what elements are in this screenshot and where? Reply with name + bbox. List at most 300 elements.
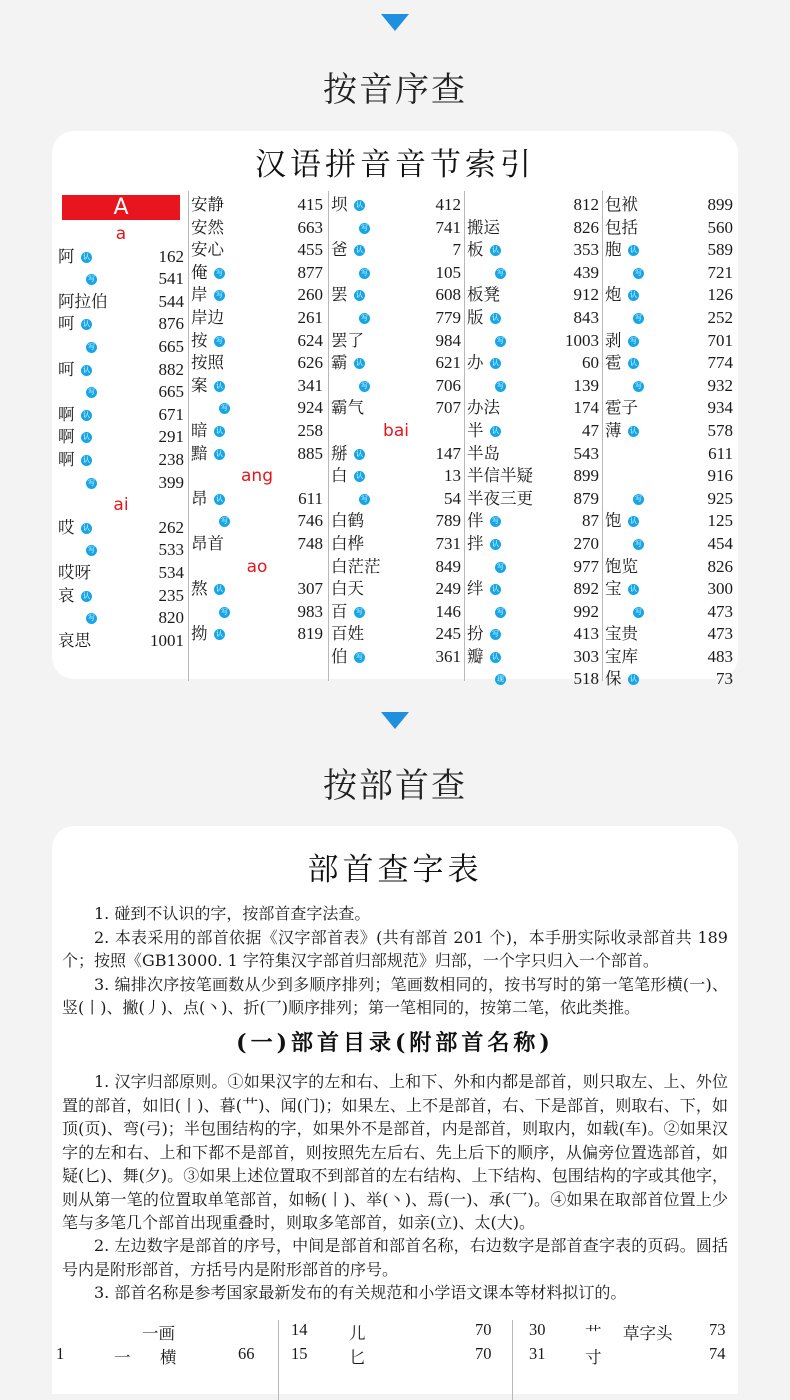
entry-page: 261 [297, 307, 323, 327]
entry-type-badge-icon: 写 [361, 494, 368, 503]
rule-paragraph-2: 2. 左边数字是部首的序号，中间是部首和部首名称，右边数字是部首查字表的页码。圆括号内是附形部首，方括号内是附形部首的序号。 [62, 1236, 728, 1279]
radical-page: 74 [709, 1344, 726, 1363]
syllable-label: ao [246, 556, 268, 577]
entry-page: 731 [435, 533, 461, 553]
entry-type-badge-icon: 认 [492, 652, 499, 661]
radical-table-column-1 [52, 1320, 278, 1400]
radical-number: 15 [291, 1344, 308, 1363]
entry-page: 779 [435, 307, 461, 327]
index-entry [603, 443, 735, 466]
entry-page: 624 [297, 330, 323, 350]
index-entry [329, 194, 463, 217]
entry-type-badge-icon: 写 [635, 313, 642, 322]
entry-page: 984 [435, 330, 461, 350]
index-entry [329, 443, 463, 466]
index-entry [56, 404, 186, 427]
entry-type-badge-icon: 认 [630, 675, 637, 684]
radical-number: 30 [529, 1320, 546, 1339]
entry-page: 611 [298, 488, 323, 508]
entry-word: 白鹤 [331, 511, 364, 531]
entry-type-badge-icon: 认 [356, 291, 363, 300]
entry-word: 胞 [605, 240, 622, 260]
entry-word: 伴 [467, 511, 484, 531]
entry-word: 霸气 [331, 398, 364, 418]
index-entry [603, 601, 735, 624]
entry-page: 47 [582, 420, 599, 440]
entry-page: 245 [435, 624, 461, 644]
radical-index-card [52, 826, 738, 1394]
entry-page: 879 [573, 488, 599, 508]
index-entry [465, 375, 601, 398]
entry-word: 饱览 [605, 556, 638, 576]
entry-page: 543 [573, 443, 599, 463]
subtitle-radical-catalog: (一)部首目录(附部首名称) [236, 1030, 554, 1056]
index-entry [603, 397, 735, 420]
entry-type-badge-icon: 写 [88, 388, 95, 397]
entry-type-badge-icon: 认 [492, 539, 499, 548]
entry-type-badge-icon: 认 [216, 585, 223, 594]
index-entry [465, 284, 601, 307]
entry-word: 半 [467, 420, 484, 440]
radical-page: 73 [709, 1320, 726, 1339]
entry-type-badge-icon: 写 [497, 381, 504, 390]
letter-heading-bar: A [62, 195, 180, 220]
entry-page: 899 [573, 466, 599, 486]
index-column-2 [188, 191, 325, 681]
radical-page: 70 [475, 1320, 492, 1339]
entry-page: 341 [297, 375, 323, 395]
index-entry [603, 488, 735, 511]
entry-word: 霸 [331, 353, 348, 373]
index-entry [56, 359, 186, 382]
entry-word: 啊 [58, 404, 75, 424]
entry-page: 849 [435, 556, 461, 576]
entry-word: 扮 [467, 624, 484, 644]
entry-word: 雹 [605, 353, 622, 373]
index-entry [465, 668, 601, 691]
entry-page: 746 [297, 511, 323, 531]
entry-page: 146 [435, 601, 461, 621]
entry-type-badge-icon: 写 [497, 268, 504, 277]
index-entry [189, 217, 325, 240]
entry-page: 589 [707, 240, 733, 260]
entry-page: 147 [435, 443, 461, 463]
index-entry [329, 646, 463, 669]
entry-page: 307 [297, 579, 323, 599]
entry-page: 303 [573, 646, 599, 666]
entry-page: 126 [707, 285, 733, 305]
entry-page: 621 [435, 353, 461, 373]
index-entry [603, 533, 735, 556]
entry-page: 741 [435, 217, 461, 237]
index-entry [329, 330, 463, 353]
intro-paragraph-3: 3. 编排次序按笔画数从少到多顺序排列；笔画数相同的，按书写时的第一笔笔形横(一)、竖(丨)、撇(丿)、点(丶)、折(乛)顺序排列；第一笔相同的，按第二笔，依此类推。 [62, 974, 728, 1017]
syllable-label: ai [113, 495, 129, 516]
entry-type-badge-icon: 认 [630, 426, 637, 435]
index-entry [56, 539, 186, 562]
entry-word: 俺 [191, 262, 208, 282]
entry-page: 361 [435, 646, 461, 666]
entry-word: 岸 [191, 285, 208, 305]
entry-type-badge-icon: 写 [221, 404, 228, 413]
index-entry [56, 449, 186, 472]
entry-type-badge-icon: 写 [635, 494, 642, 503]
index-entry [465, 578, 601, 601]
entry-word: 安静 [191, 195, 224, 214]
entry-page: 162 [158, 246, 184, 266]
entry-word: 办法 [467, 398, 500, 418]
entry-page: 291 [158, 427, 184, 447]
entry-type-badge-icon: 认 [356, 246, 363, 255]
entry-page: 252 [707, 307, 733, 327]
entry-page: 925 [707, 488, 733, 508]
entry-page: 877 [297, 262, 323, 282]
index-entry [329, 578, 463, 601]
index-entry [56, 268, 186, 291]
entry-page: 399 [158, 472, 184, 492]
syllable-label: bai [383, 420, 409, 441]
entry-page: 415 [297, 195, 323, 214]
index-entry [189, 533, 325, 556]
entry-type-badge-icon: 认 [630, 359, 637, 368]
entry-word: 拗 [191, 624, 208, 644]
entry-page: 454 [707, 533, 733, 553]
index-entry [603, 194, 735, 217]
index-entry [56, 607, 186, 630]
entry-page: 826 [573, 217, 599, 237]
entry-type-badge-icon: 认 [216, 494, 223, 503]
entry-page: 916 [707, 466, 733, 486]
index-entry [603, 375, 735, 398]
entry-page: 819 [297, 624, 323, 644]
index-entry [329, 397, 463, 420]
entry-word: 半信半疑 [467, 466, 533, 486]
index-entry [603, 307, 735, 330]
index-entry [189, 284, 325, 307]
entry-page: 13 [444, 466, 461, 486]
entry-type-badge-icon: 认 [356, 201, 363, 209]
entry-word: 宝 [605, 579, 622, 599]
entry-word: 包括 [605, 217, 638, 237]
syllable-heading [329, 420, 463, 443]
entry-word: 岸边 [191, 307, 224, 327]
entry-page: 413 [573, 624, 599, 644]
entry-word: 掰 [331, 443, 348, 463]
entry-page: 701 [707, 330, 733, 350]
entry-type-badge-icon: 认 [83, 433, 90, 442]
entry-word: 伯 [331, 646, 348, 666]
index-entry [189, 510, 325, 533]
entry-type-badge-icon: 认 [492, 359, 499, 368]
entry-page: 671 [158, 404, 184, 424]
index-entry [465, 352, 601, 375]
entry-page: 707 [435, 398, 461, 418]
radical-char: 一 [114, 1348, 131, 1367]
entry-page: 885 [297, 443, 323, 463]
entry-word: 阿 [58, 246, 75, 266]
entry-type-badge-icon: 写 [216, 291, 223, 300]
down-arrow-icon [381, 712, 409, 729]
entry-page: 1003 [565, 330, 599, 350]
card-title-radical: 部首查字表 [307, 852, 483, 888]
entry-word: 拌 [467, 533, 484, 553]
entry-type-badge-icon: 写 [221, 607, 228, 616]
entry-word: 爸 [331, 240, 348, 260]
entry-word: 呵 [58, 359, 75, 379]
card-title-pinyin: 汉语拼音音节索引 [255, 147, 535, 183]
entry-page: 60 [582, 353, 599, 373]
entry-word: 绊 [467, 579, 484, 599]
entry-type-badge-icon: 认 [83, 410, 90, 419]
entry-word: 宝贵 [605, 624, 638, 644]
index-entry [603, 420, 735, 443]
radical-number: 14 [291, 1320, 308, 1339]
index-entry [329, 623, 463, 646]
index-entry [329, 352, 463, 375]
entry-type-badge-icon: 认 [83, 591, 90, 600]
entry-word: 坝 [331, 195, 348, 214]
entry-word: 安然 [191, 217, 224, 237]
entry-page: 518 [573, 669, 599, 689]
index-entry [56, 291, 186, 314]
entry-page: 87 [582, 511, 599, 531]
entry-type-badge-icon: 写 [361, 223, 368, 232]
entry-word: 哎 [58, 517, 75, 537]
index-entry [603, 510, 735, 533]
index-entry [189, 623, 325, 646]
entry-word: 昂 [191, 488, 208, 508]
index-entry [329, 375, 463, 398]
entry-type-badge-icon: 写 [356, 607, 363, 616]
intro-paragraph-1: 1. 碰到不认识的字，按部首查字法查。 [94, 904, 371, 923]
entry-word: 哎呀 [58, 562, 91, 582]
index-entry [603, 330, 735, 353]
entry-page: 139 [573, 375, 599, 395]
index-entry [603, 556, 735, 579]
index-entry [603, 668, 735, 691]
syllable-heading [189, 465, 325, 488]
index-entry [329, 284, 463, 307]
entry-word: 雹子 [605, 398, 638, 418]
radical-number: 1 [56, 1344, 65, 1363]
entry-page: 812 [573, 195, 599, 214]
entry-word: 白桦 [331, 533, 364, 553]
entry-type-badge-icon: 认 [216, 426, 223, 435]
index-entry [603, 239, 735, 262]
entry-page: 721 [707, 262, 733, 282]
entry-type-badge-icon: 认 [630, 517, 637, 526]
index-entry [329, 556, 463, 579]
index-entry [56, 426, 186, 449]
index-entry [603, 262, 735, 285]
index-entry [603, 623, 735, 646]
entry-type-badge-icon: 写 [497, 562, 504, 571]
down-arrow-icon [381, 14, 409, 31]
entry-type-badge-icon: 认 [492, 313, 499, 322]
radical-table-column-3 [512, 1320, 739, 1400]
entry-page: 892 [573, 579, 599, 599]
entry-page: 748 [297, 533, 323, 553]
section-title-pinyin: 按音序查 [323, 70, 467, 110]
entry-page: 774 [707, 353, 733, 373]
index-entry [329, 510, 463, 533]
entry-page: 534 [158, 562, 184, 582]
entry-word: 哀 [58, 585, 75, 605]
index-entry [189, 443, 325, 466]
entry-page: 665 [158, 336, 184, 356]
index-entry [603, 578, 735, 601]
index-entry [189, 578, 325, 601]
radical-name: 横 [160, 1348, 177, 1367]
index-column-5 [602, 191, 735, 689]
rule-paragraph-3: 3. 部首名称是参考国家最新发布的有关规范和小学语文课本等材料拟订的。 [94, 1283, 627, 1302]
entry-page: 533 [158, 540, 184, 560]
index-entry [465, 556, 601, 579]
entry-type-badge-icon: 写 [497, 336, 504, 345]
entry-word: 板 [467, 240, 484, 260]
entry-word: 安心 [191, 240, 224, 260]
entry-page: 541 [158, 269, 184, 289]
entry-page: 626 [297, 353, 323, 373]
entry-page: 439 [573, 262, 599, 282]
index-entry [329, 465, 463, 488]
index-entry [329, 239, 463, 262]
entry-page: 706 [435, 375, 461, 395]
entry-type-badge-icon: 认 [83, 455, 90, 464]
entry-type-badge-icon: 现 [497, 675, 504, 684]
entry-page: 826 [707, 556, 733, 576]
entry-page: 105 [435, 262, 461, 282]
index-entry [465, 443, 601, 466]
index-entry [189, 488, 325, 511]
syllable-heading [56, 494, 186, 517]
index-entry [329, 533, 463, 556]
index-entry [603, 646, 735, 669]
entry-type-badge-icon: 认 [83, 365, 90, 374]
pinyin-index-card [52, 131, 738, 689]
entry-type-badge-icon: 写 [635, 381, 642, 390]
entry-word: 暗 [191, 420, 208, 440]
entry-word: 包袱 [605, 195, 638, 214]
entry-type-badge-icon: 认 [356, 359, 363, 368]
entry-type-badge-icon: 写 [635, 268, 642, 277]
entry-page: 260 [297, 285, 323, 305]
index-entry [56, 472, 186, 495]
index-entry [465, 465, 601, 488]
entry-type-badge-icon: 认 [83, 320, 90, 329]
entry-type-badge-icon: 认 [492, 246, 499, 255]
entry-type-badge-icon: 认 [216, 381, 223, 390]
radical-char: 寸 [585, 1348, 602, 1367]
index-entry [329, 488, 463, 511]
entry-type-badge-icon: 写 [492, 517, 499, 526]
index-entry [329, 307, 463, 330]
entry-type-badge-icon: 写 [361, 381, 368, 390]
entry-type-badge-icon: 写 [492, 630, 499, 639]
entry-word: 按 [191, 330, 208, 350]
entry-page: 578 [707, 420, 733, 440]
entry-type-badge-icon: 写 [361, 313, 368, 322]
entry-page: 560 [707, 217, 733, 237]
entry-type-badge-icon: 写 [88, 275, 95, 284]
entry-type-badge-icon: 写 [361, 268, 368, 277]
entry-type-badge-icon: 写 [216, 336, 223, 345]
entry-page: 932 [707, 375, 733, 395]
index-entry [189, 420, 325, 443]
radical-char: 匕 [349, 1348, 366, 1367]
entry-page: 125 [707, 511, 733, 531]
index-entry [603, 217, 735, 240]
entry-word: 搬运 [467, 217, 500, 237]
entry-page: 789 [435, 511, 461, 531]
entry-page: 992 [573, 601, 599, 621]
entry-word: 白 [331, 466, 348, 486]
entry-type-badge-icon: 认 [630, 291, 637, 300]
index-entry [189, 239, 325, 262]
entry-page: 473 [707, 624, 733, 644]
entry-page: 249 [435, 579, 461, 599]
entry-type-badge-icon: 写 [497, 607, 504, 616]
entry-page: 262 [158, 517, 184, 537]
entry-page: 235 [158, 585, 184, 605]
index-entry [329, 601, 463, 624]
index-entry [603, 465, 735, 488]
entry-word: 啊 [58, 427, 75, 447]
index-entry [56, 313, 186, 336]
radical-name: 草字头 [623, 1324, 673, 1343]
index-entry [603, 352, 735, 375]
entry-page: 238 [158, 449, 184, 469]
entry-word: 罢了 [331, 330, 364, 350]
entry-word: 黯 [191, 443, 208, 463]
entry-page: 611 [708, 443, 733, 463]
entry-type-badge-icon: 写 [221, 517, 228, 526]
section-title-radical: 按部首查 [323, 766, 467, 806]
index-entry [189, 194, 325, 217]
entry-word: 按照 [191, 353, 224, 373]
rule-paragraph-1: 1. 汉字归部原则。①如果汉字的左和右、上和下、外和内都是部首，则只取左、上、外位置的部首，如旧(丨)、暮(艹)、闻(门)；如果左、上不是部首，右、下是部首，则取右、下，如顶(页)、弯(弓)；半包围结构的字，如果外不是部首，内是部首，则取内，如载(车)。②如果汉字的左和右、上和下都不是部首，则按照先左后右、先上后下的顺序，从偏旁位置选部首，如疑(匕)、舞(夕)。③如果上述位置取不到部首的左右结构、上下结构、包围结构的字或其他字，则从第一笔的位置取单笔部首，如畅(丨)、举(丶)、焉(一)、承(乛)。④如果在取部首位置上少笔与多笔几个部首出现重叠时，则取多笔部首，如亲(立)、太(大)。 [62, 1072, 728, 1232]
index-entry [329, 262, 463, 285]
entry-type-badge-icon: 写 [630, 336, 637, 345]
radical-page: 70 [475, 1344, 492, 1363]
entry-word: 百姓 [331, 624, 364, 644]
entry-word: 啊 [58, 449, 75, 469]
index-entry [465, 262, 601, 285]
entry-page: 7 [452, 240, 461, 260]
index-entry [465, 217, 601, 240]
entry-type-badge-icon: 写 [88, 614, 95, 623]
entry-page: 483 [707, 646, 733, 666]
index-entry [329, 217, 463, 240]
entry-word: 薄 [605, 420, 622, 440]
syllable-heading [189, 556, 325, 579]
entry-type-badge-icon: 认 [492, 585, 499, 594]
radical-char: 儿 [349, 1324, 366, 1343]
syllable-label: a [115, 224, 127, 244]
entry-page: 608 [435, 285, 461, 305]
radical-table [52, 1320, 738, 1400]
index-entry [465, 330, 601, 353]
entry-word: 哀思 [58, 630, 91, 650]
intro-paragraph-2: 2. 本表采用的部首依据《汉字部首表》(共有部首 201 个)，本手册实际收录部首共 189 个；按照《GB13000. 1 字符集汉字部首归部规范》归部，一个字只归入一个部首。 [62, 927, 728, 970]
entry-type-badge-icon: 认 [356, 449, 363, 458]
index-entry [189, 307, 325, 330]
entry-word: 饱 [605, 511, 622, 531]
entry-type-badge-icon: 写 [635, 539, 642, 548]
entry-word: 保 [605, 669, 622, 689]
entry-type-badge-icon: 认 [492, 426, 499, 435]
entry-type-badge-icon: 认 [83, 252, 90, 261]
